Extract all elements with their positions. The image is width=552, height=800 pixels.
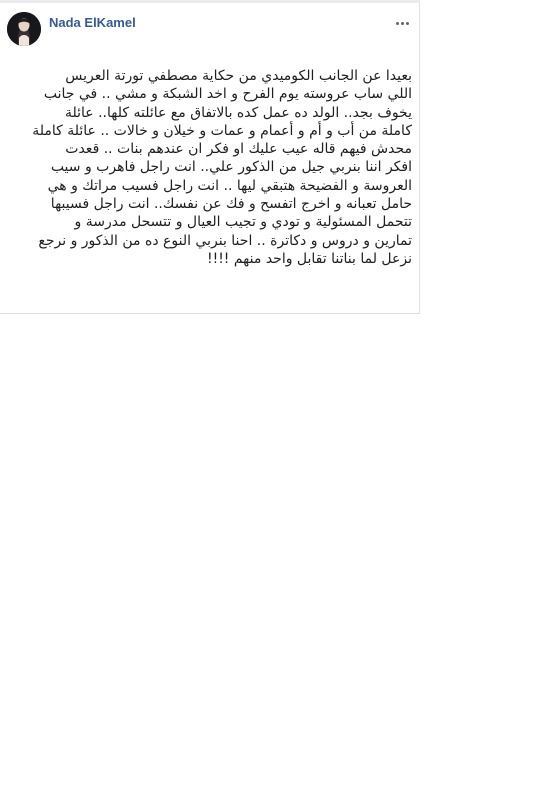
dot: [401, 22, 404, 25]
post-text-line: حامل تعبانه و اخرج اتفسح و فك عن نفسك.. انت راجل فسيبها: [50, 196, 412, 213]
post-text-line: افكر اننا بنربي جيل من الذكور علي.. انت راجل فاهرب و سيب: [50, 159, 412, 176]
avatar[interactable]: [7, 12, 41, 46]
post-text-line: تمارين و دروس و دكاترة .. احنا بنربي النوع ده من الذكور و نرجع: [38, 232, 412, 249]
profile-photo-icon: [7, 12, 41, 46]
more-options-icon[interactable]: [392, 16, 412, 30]
post-body: [8, 67, 412, 268]
post-text-line: يخوف بجد.. الولد ده عمل كده بالاتفاق مع عائلته كلها.. عائلة: [65, 104, 412, 121]
post-text-line: بعيدا عن الجانب الكوميدي من حكاية مصطفي تورتة العريس: [65, 68, 412, 84]
post-text-line: تتحمل المسئولية و تودي و تجيب العيال و تتسحل مدرسة و: [74, 214, 412, 231]
dot: [396, 22, 399, 25]
post-text-line: اللي ساب عروسته يوم الفرح و اخد الشبكة و مشي .. في جانب: [43, 86, 412, 103]
post-header: [0, 6, 420, 54]
top-divider: [0, 0, 420, 3]
post-text-line: نزعل لما بناتنا تقابل واحد منهم !!!!: [206, 250, 412, 267]
facebook-post: [0, 0, 420, 314]
post-text-line: العروسة و الفضيحة هتبقي ليها .. انت راجل فسيب مراتك و هي: [47, 177, 412, 194]
dot: [406, 22, 409, 25]
author-name[interactable]: Nada ElKamel: [49, 15, 136, 30]
post-text-line: محدش فيهم قاله عيب عليك او فكر ان عندهم بنات .. قعدت: [65, 141, 412, 158]
post-text-line: كاملة من أب و أم و أعمام و عمات و خيلان و خالات .. عائلة كاملة: [32, 122, 412, 139]
